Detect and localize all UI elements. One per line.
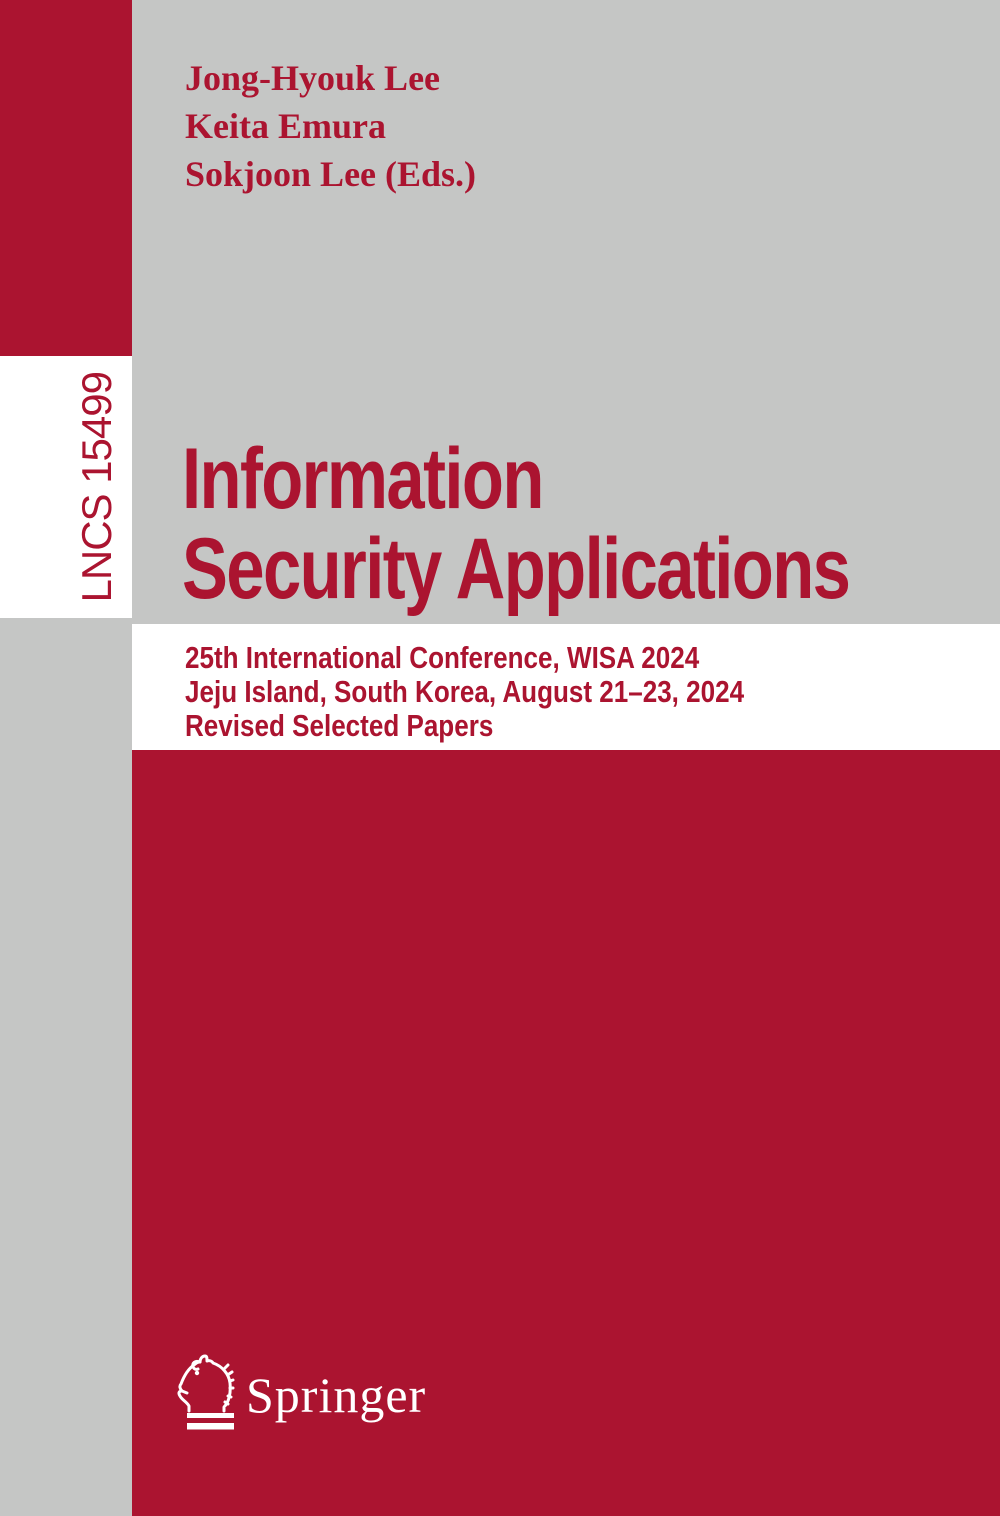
book-title-line2: Security Applications [182, 521, 850, 617]
series-strip [0, 356, 132, 618]
book-title [182, 431, 850, 617]
subtitle-line3: Revised Selected Papers [185, 708, 494, 743]
editor-name: Keita Emura [185, 106, 386, 146]
editor-name: Sokjoon Lee (Eds.) [185, 154, 477, 194]
editor-name: Jong-Hyouk Lee [185, 58, 441, 98]
subtitle-line2: Jeju Island, South Korea, August 21–23, 2024 [185, 674, 745, 709]
springer-horse-icon [174, 1352, 238, 1430]
series-label: LNCS 15499 [73, 371, 120, 603]
book-title-line1: Information [182, 431, 543, 527]
subtitle-line1: 25th International Conference, WISA 2024 [185, 640, 700, 675]
book-subtitle [185, 641, 744, 743]
spine-red-block [0, 0, 132, 356]
editors-block [185, 54, 476, 198]
springer-wordmark: Springer [246, 1367, 427, 1423]
